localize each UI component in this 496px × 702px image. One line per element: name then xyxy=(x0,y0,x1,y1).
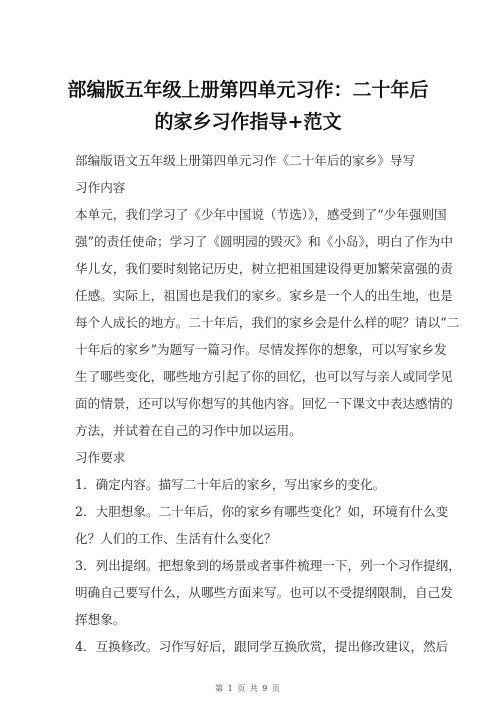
requirement-line: 4．互换修改。习作写好后，跟同学互换欣赏，提出修改建议，然后 xyxy=(75,639,449,654)
document-subtitle: 部编版语文五年级上册第四单元习作《二十年后的家乡》导写 xyxy=(75,153,416,168)
content-line: 生了哪些变化，哪些地方引起了你的回忆，也可以写与亲人或同学见 xyxy=(75,369,453,384)
content-line: 华儿女，我们要时刻铭记历史，树立把祖国建设得更加繁荣富强的责 xyxy=(75,261,453,276)
content-line: 强”的责任使命；学习了《圆明园的毁灭》和《小岛》，明白了作为中 xyxy=(75,234,453,249)
requirement-line: 挥想象。 xyxy=(75,612,126,627)
content-line: 方法，并试着在自己的习作中加以运用。 xyxy=(75,423,302,438)
content-line: 十年后的家乡”为题写一篇习作。尽情发挥你的想象，可以写家乡发 xyxy=(75,342,447,357)
requirement-line: 3．列出提纲。把想象到的场景或者事件梳理一下，列一个习作提纲， xyxy=(75,558,461,573)
content-line: 面的情景，还可以写你想写的其他内容。回忆一下课文中表达感情的 xyxy=(75,396,453,411)
requirement-line: 明确自己要写什么，从哪些方面来写。也可以不受提纲限制，自己发 xyxy=(75,585,453,600)
content-line: 每个人成长的地方。二十年后，我们的家乡会是什么样的呢？请以“二 xyxy=(75,315,460,330)
requirement-line: 化？人们的工作、生活有什么变化？ xyxy=(75,531,277,546)
page-number-footer: 第 1 页 共 9 页 xyxy=(215,684,281,693)
content-line: 本单元，我们学习了《少年中国说（节选）》，感受到了“少年强则国 xyxy=(75,207,447,222)
section-heading-requirements: 习作要求 xyxy=(75,450,126,465)
content-line: 任感。实际上，祖国也是我们的家乡。家乡是一个人的出生地，也是 xyxy=(75,288,453,303)
requirement-line: 1．确定内容。描写二十年后的家乡，写出家乡的变化。 xyxy=(75,477,386,492)
requirement-line: 2．大胆想象。二十年后，你的家乡有哪些变化？如，环境有什么变 xyxy=(75,504,449,519)
document-title-line-1: 部编版五年级上册第四单元习作：二十年后 xyxy=(67,79,429,101)
document-title-line-2: 的家乡习作指导+范文 xyxy=(154,111,342,133)
section-heading-content: 习作内容 xyxy=(75,180,126,195)
